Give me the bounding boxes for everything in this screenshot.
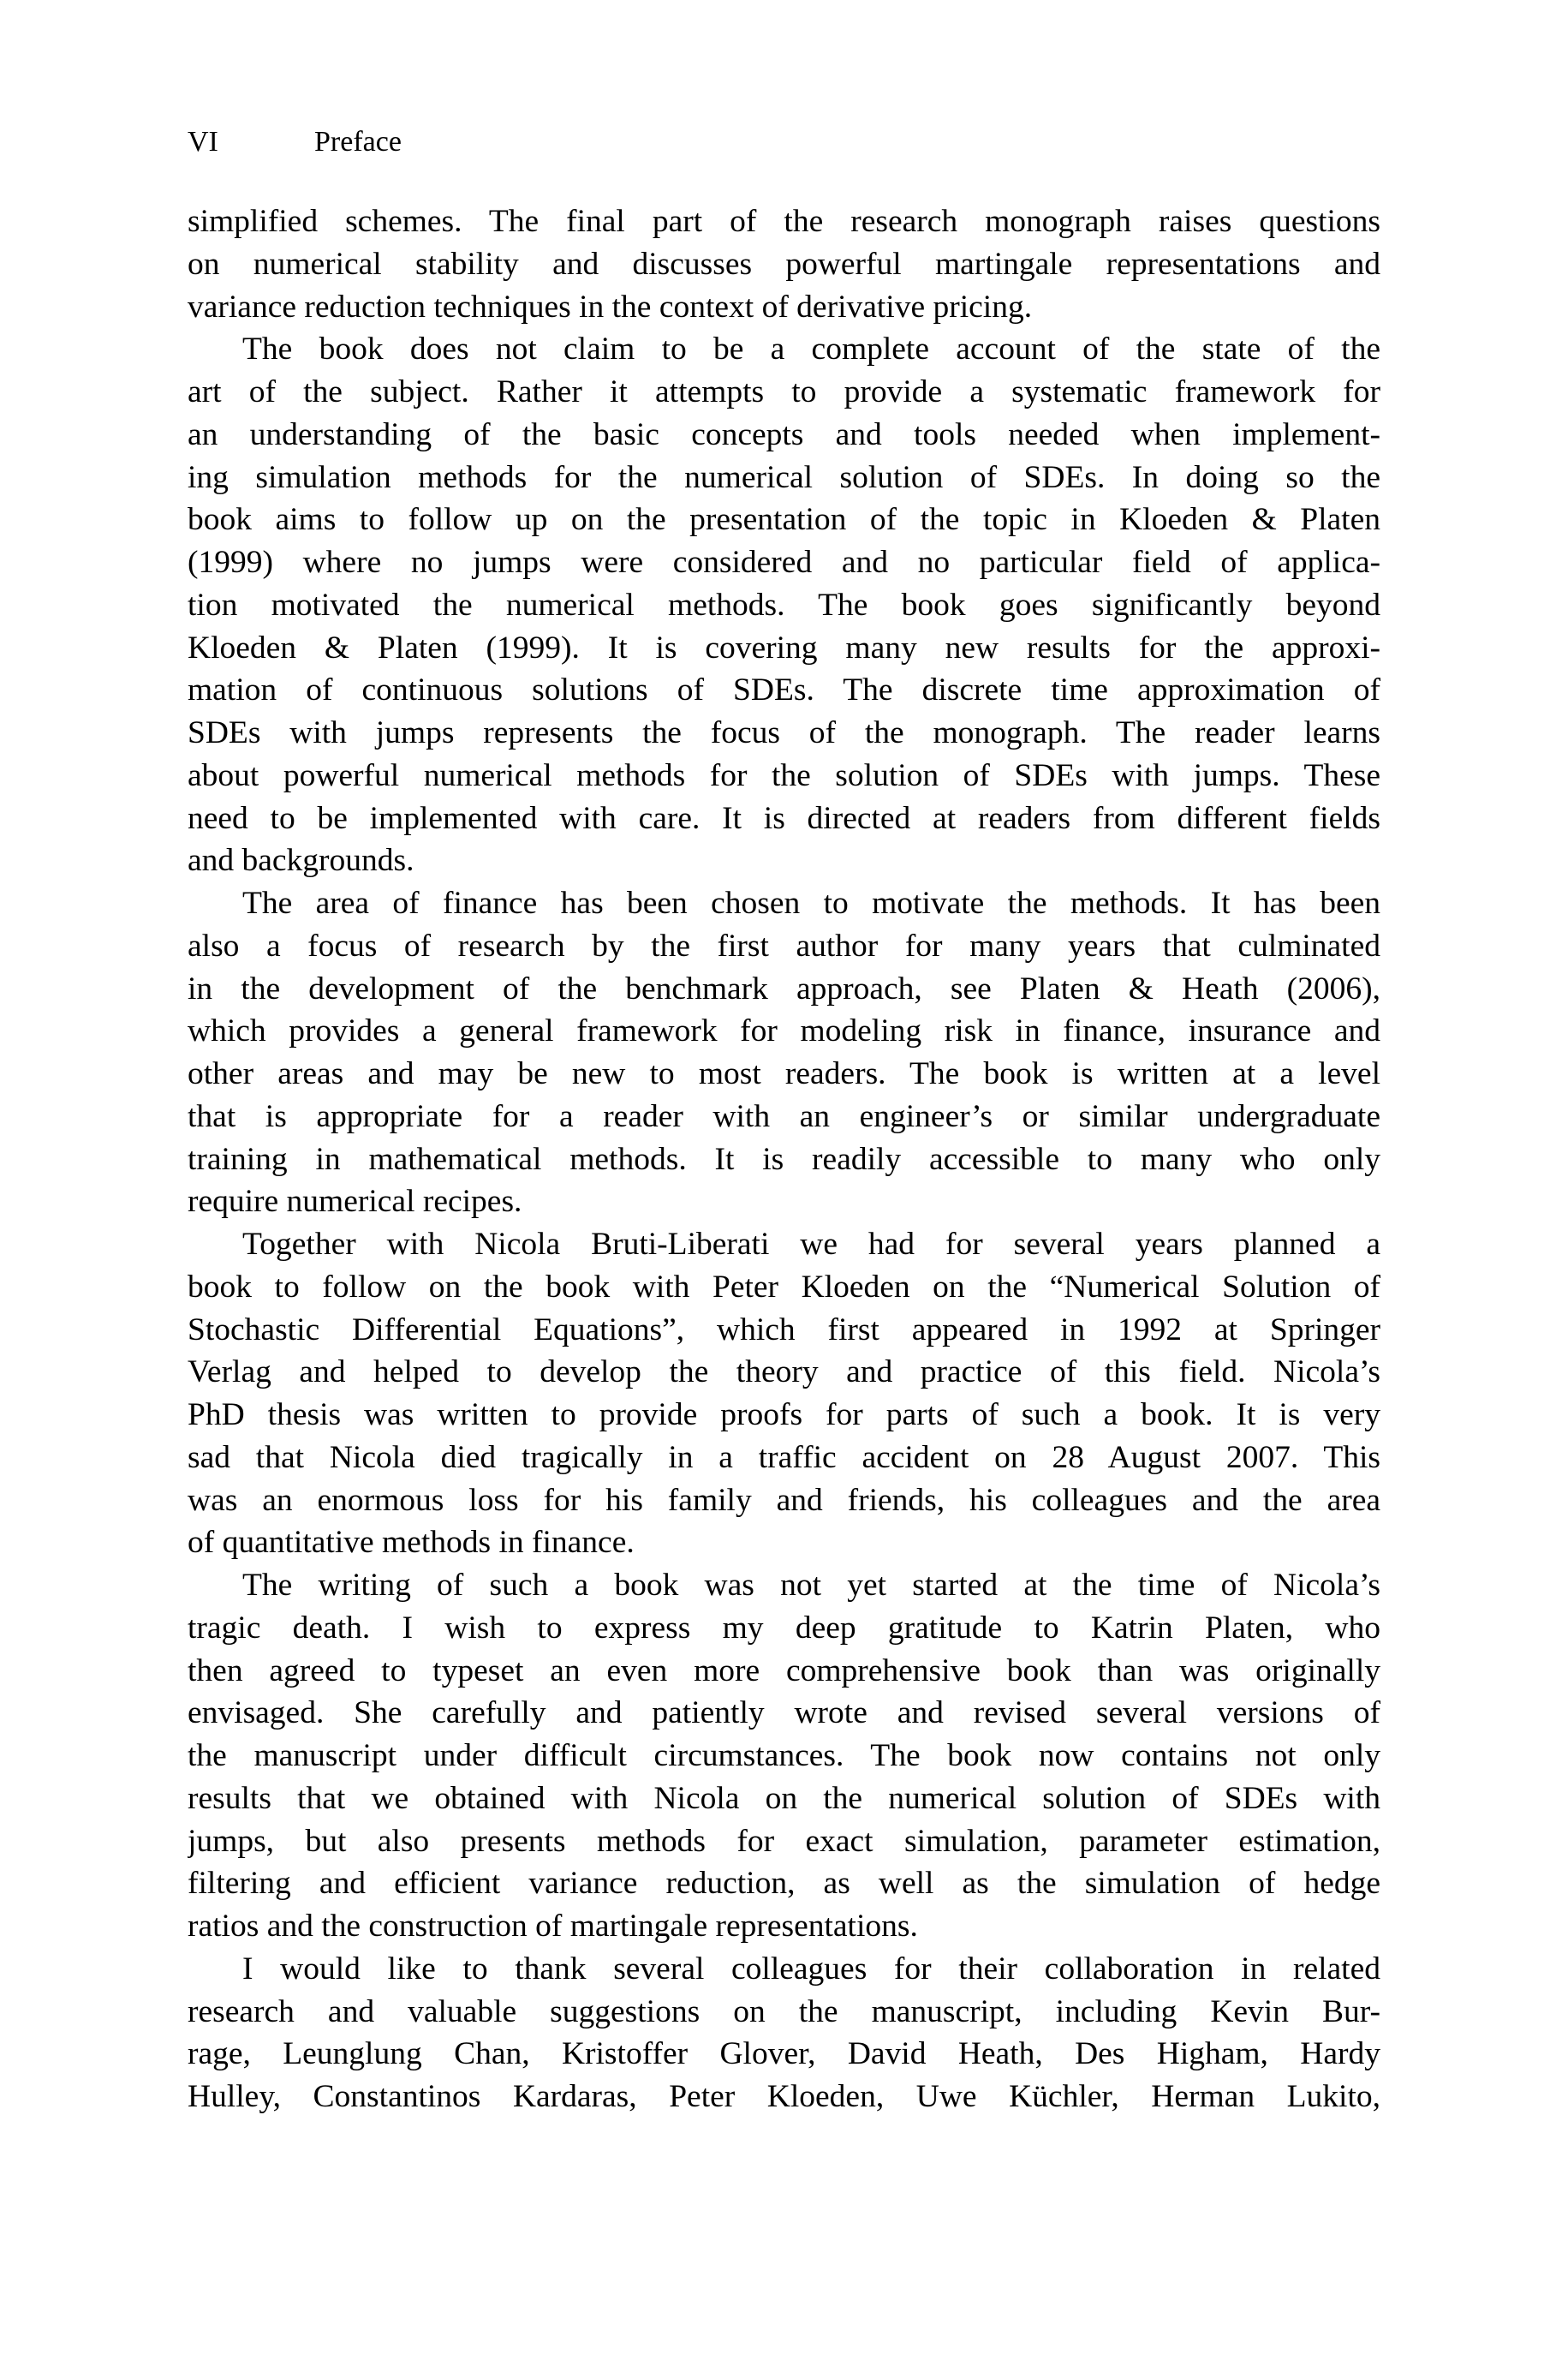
text-line: about powerful numerical methods for the solution of SDEs with jumps. These — [188, 757, 1380, 793]
text-line: Verlag and helped to develop the theory and practice of this field. Nicola’s — [188, 1354, 1380, 1390]
text-line: an understanding of the basic concepts and tools needed when implement- — [188, 416, 1380, 452]
text-line: on numerical stability and discusses powerful martingale representations and — [188, 246, 1380, 282]
text-line: The writing of such a book was not yet started at the time of Nicola’s — [242, 1568, 1380, 1603]
text-line: of quantitative methods in finance. — [188, 1525, 635, 1561]
text-line: need to be implemented with care. It is directed at readers from different fields — [188, 800, 1380, 836]
text-line: then agreed to typeset an even more comprehensive book than was originally — [188, 1652, 1380, 1688]
body-text — [188, 200, 1380, 2118]
text-line: that is appropriate for a reader with an engineer’s or similar undergraduate — [188, 1098, 1380, 1134]
text-line: variance reduction techniques in the context of derivative pricing. — [188, 289, 1033, 325]
text-line: also a focus of research by the first author for many years that culminated — [188, 928, 1380, 964]
page-number: VI — [188, 126, 218, 158]
text-line: require numerical recipes. — [188, 1184, 522, 1220]
text-line: which provides a general framework for modeling risk in finance, insurance and — [188, 1013, 1380, 1049]
text-line: sad that Nicola died tragically in a traffic accident on 28 August 2007. This — [188, 1439, 1380, 1475]
text-line: jumps, but also presents methods for exact simulation, parameter estimation, — [188, 1823, 1380, 1859]
text-line: tion motivated the numerical methods. The book goes significantly beyond — [188, 587, 1380, 623]
text-line: training in mathematical methods. It is readily accessible to many who only — [188, 1141, 1380, 1177]
text-line: The area of finance has been chosen to motivate the methods. It has been — [242, 886, 1380, 921]
text-line: Together with Nicola Bruti-Liberati we had for several years planned a — [242, 1227, 1380, 1262]
running-title: Preface — [314, 126, 402, 158]
text-line: Kloeden & Platen (1999). It is covering many new results for the approxi- — [188, 630, 1380, 666]
text-line: I would like to thank several colleagues for their collaboration in related — [242, 1951, 1380, 1987]
paragraph — [188, 328, 1380, 882]
text-line: envisaged. She carefully and patiently wrote and revised several versions of — [188, 1695, 1380, 1731]
text-line: tragic death. I wish to express my deep gratitude to Katrin Platen, who — [188, 1610, 1380, 1646]
paragraph — [188, 200, 1380, 328]
paragraph — [188, 882, 1380, 1223]
text-line: results that we obtained with Nicola on the numerical solution of SDEs with — [188, 1780, 1380, 1816]
text-line: in the development of the benchmark approach, see Platen & Heath (2006), — [188, 971, 1380, 1007]
paragraph — [188, 1223, 1380, 1564]
text-line: other areas and may be new to most readers. The book is written at a level — [188, 1056, 1380, 1091]
text-line: mation of continuous solutions of SDEs. The discrete time approximation of — [188, 672, 1380, 708]
text-line: research and valuable suggestions on the manuscript, including Kevin Bur- — [188, 1993, 1380, 2029]
text-line: and backgrounds. — [188, 843, 414, 879]
text-line: the manuscript under difficult circumstances. The book now contains not only — [188, 1738, 1380, 1773]
text-line: book aims to follow up on the presentation of the topic in Kloeden & Platen — [188, 502, 1380, 538]
text-line: Stochastic Differential Equations”, which first appeared in 1992 at Springer — [188, 1311, 1380, 1347]
text-line: (1999) where no jumps were considered and no particular field of applica- — [188, 545, 1380, 580]
text-line: book to follow on the book with Peter Kloeden on the “Numerical Solution of — [188, 1269, 1380, 1305]
text-line: filtering and efficient variance reduction, as well as the simulation of hedge — [188, 1866, 1380, 1902]
paragraph — [188, 1564, 1380, 1948]
text-line: art of the subject. Rather it attempts to provide a systematic framework for — [188, 374, 1380, 409]
text-line: ing simulation methods for the numerical solution of SDEs. In doing so the — [188, 459, 1380, 495]
text-line: Hulley, Constantinos Kardaras, Peter Kloeden, Uwe Küchler, Herman Lukito, — [188, 2079, 1380, 2114]
text-line: ratios and the construction of martingale representations. — [188, 1909, 918, 1944]
text-line: simplified schemes. The final part of the research monograph raises questions — [188, 204, 1380, 239]
paragraph — [188, 1948, 1380, 2118]
text-line: SDEs with jumps represents the focus of the monograph. The reader learns — [188, 715, 1380, 750]
text-line: was an enormous loss for his family and friends, his colleagues and the area — [188, 1482, 1380, 1518]
text-line: The book does not claim to be a complete account of the state of the — [242, 332, 1380, 367]
text-line: rage, Leunglung Chan, Kristoffer Glover, David Heath, Des Higham, Hardy — [188, 2036, 1380, 2072]
text-line: PhD thesis was written to provide proofs for parts of such a book. It is very — [188, 1397, 1380, 1432]
